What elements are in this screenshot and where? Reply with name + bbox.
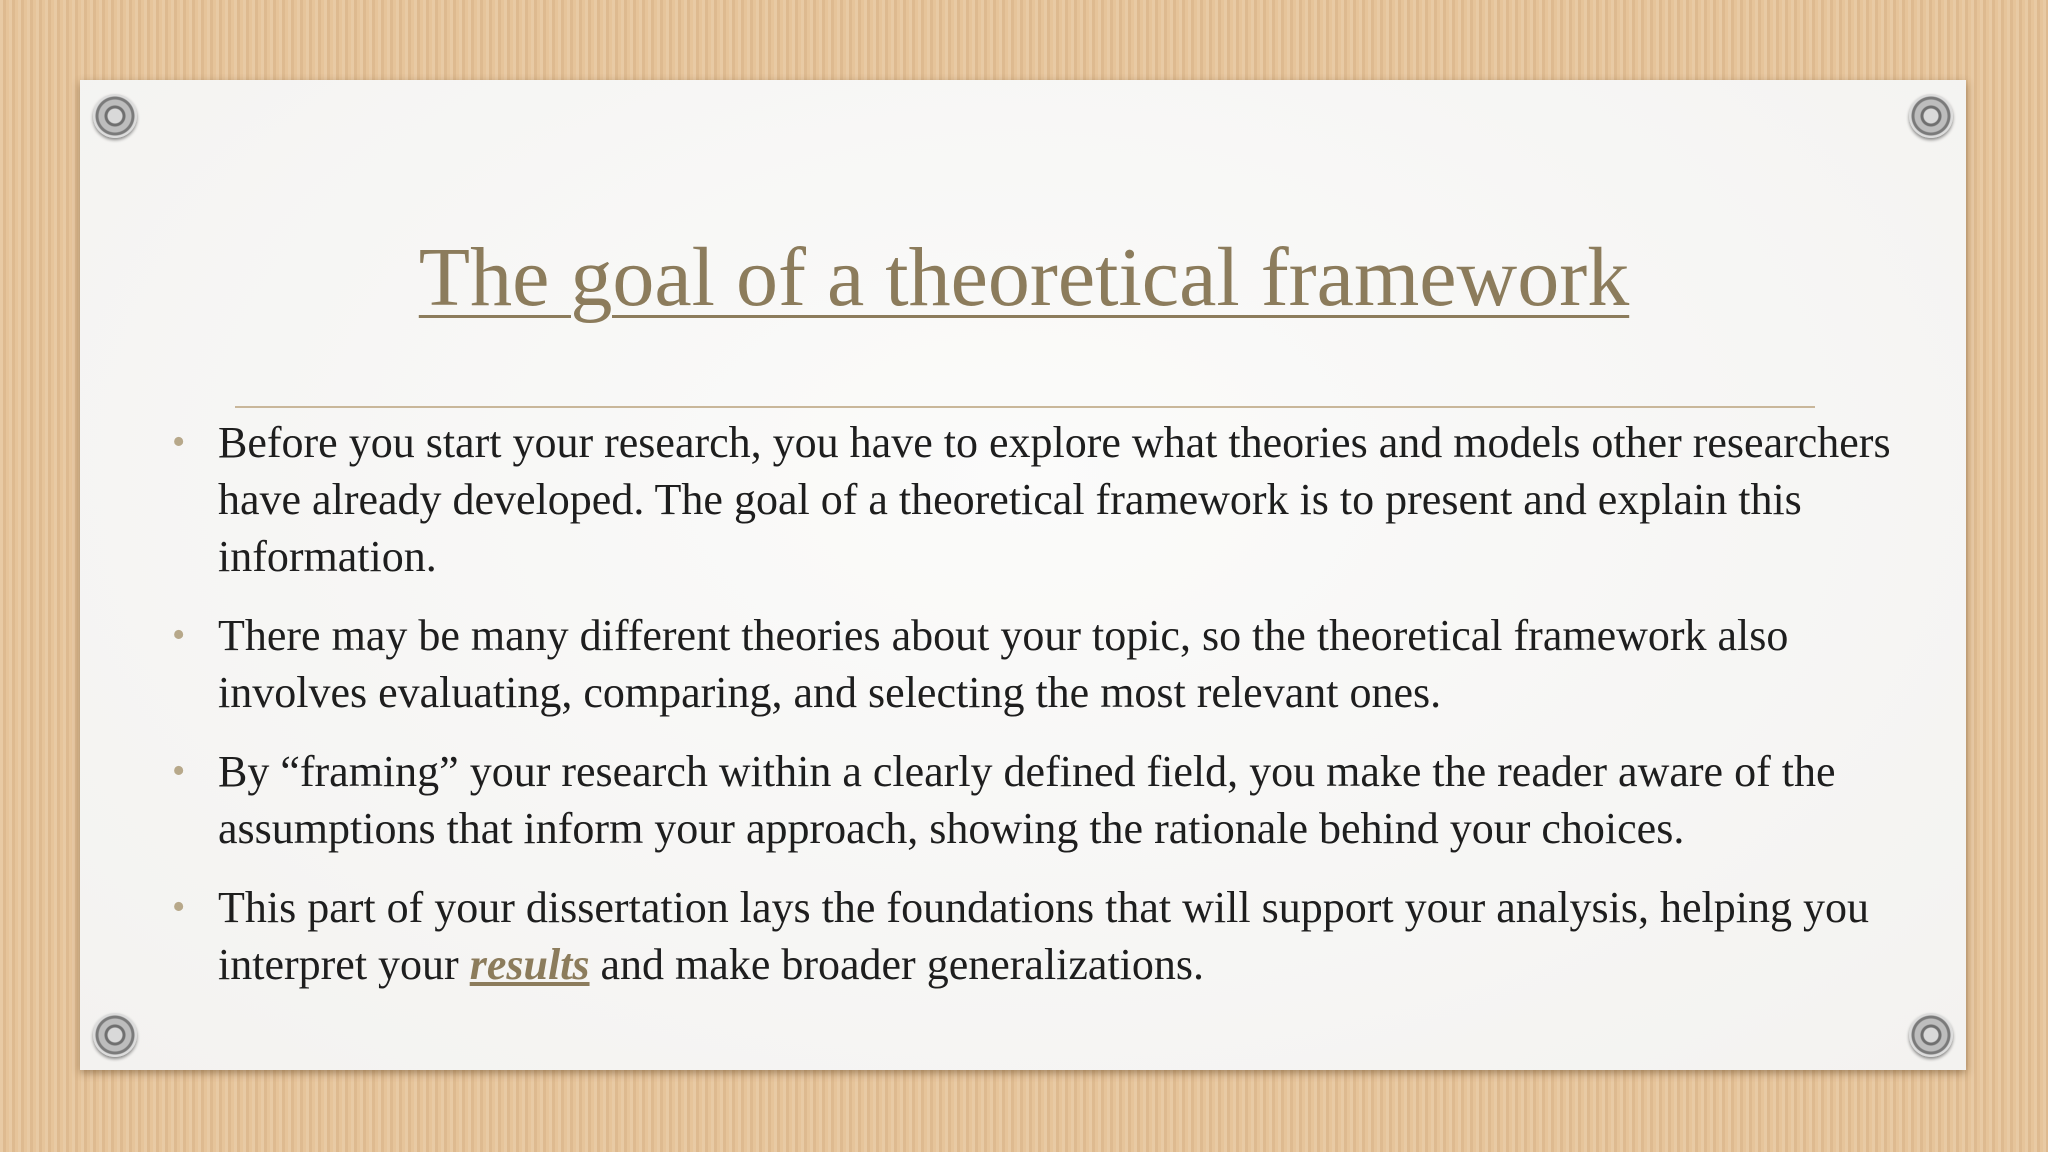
bullet-text: There may be many different theories about your topic, so the theoretical framework also involves evaluating, comparing, and selecting the most relevant ones.: [218, 611, 1789, 717]
rivet-icon: [1909, 94, 1953, 138]
slide-title-text: The goal of a theoretical framework: [418, 231, 1630, 324]
slide-title: [0, 228, 2048, 328]
bullet-item: [168, 743, 1898, 857]
results-link[interactable]: results: [469, 940, 590, 989]
bullet-text-after: and make broader generalizations.: [589, 940, 1205, 989]
bullet-item: [168, 879, 1898, 993]
bullet-text: Before you start your research, you have to explore what theories and models other researchers have already developed. The goal of a theoretical framework is to present and explain this information.: [218, 418, 1891, 581]
title-divider: [235, 406, 1815, 408]
bullet-icon: •: [172, 886, 186, 928]
bullet-icon: •: [172, 750, 186, 792]
rivet-icon: [1909, 1013, 1953, 1057]
bullet-text: By “framing” your research within a clearly defined field, you make the reader aware of the assumptions that inform your approach, showing the rationale behind your choices.: [218, 747, 1836, 853]
bullet-text-before: This part of your dissertation lays the foundations that will support your analysis, helping you interpret your: [218, 883, 1869, 989]
bullet-icon: •: [172, 421, 186, 463]
rivet-icon: [93, 1013, 137, 1057]
bullet-icon: •: [172, 614, 186, 656]
bullet-item: [168, 414, 1898, 585]
rivet-icon: [93, 94, 137, 138]
bullet-list: [168, 414, 1898, 1015]
bullet-item: [168, 607, 1898, 721]
